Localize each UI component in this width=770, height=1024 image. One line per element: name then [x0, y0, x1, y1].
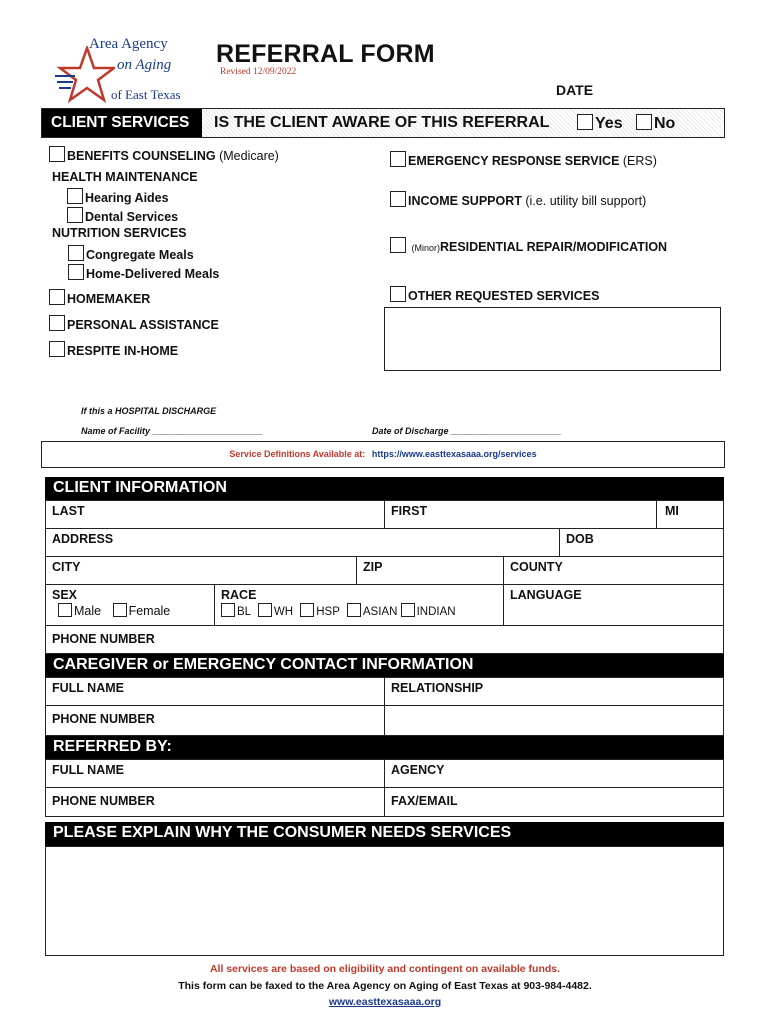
respite-in-home-checkbox[interactable] [49, 341, 65, 357]
relationship-label: RELATIONSHIP [391, 681, 484, 695]
sex-label: SEX [52, 588, 78, 602]
race-wh-checkbox[interactable] [258, 603, 272, 617]
caregiver-phone-label: PHONE NUMBER [52, 712, 155, 726]
county-field[interactable] [503, 556, 724, 585]
facility-name-field[interactable]: Name of Facility ______________________ [81, 426, 263, 436]
county-label: COUNTY [510, 560, 563, 574]
race-hsp-checkbox[interactable] [300, 603, 314, 617]
male-checkbox[interactable] [58, 603, 72, 617]
race-bl-label: BL [237, 606, 251, 618]
residential-repair-option[interactable] [390, 237, 667, 254]
race-indian-label: INDIAN [416, 606, 456, 618]
race-label: RACE [221, 588, 257, 602]
ers-label: EMERGENCY RESPONSE SERVICE [408, 154, 620, 168]
referrer-name-label: FULL NAME [52, 763, 124, 777]
address-field[interactable] [45, 528, 560, 557]
no-label: No [654, 115, 676, 132]
no-checkbox[interactable] [636, 114, 652, 130]
income-support-note: (i.e. utility bill support) [525, 194, 647, 208]
client-phone-label: PHONE NUMBER [52, 632, 155, 646]
homemaker-checkbox[interactable] [49, 289, 65, 305]
dental-services-option[interactable] [67, 207, 178, 224]
fax-email-field[interactable] [384, 787, 724, 817]
service-definitions-box [41, 441, 725, 468]
referrer-phone-label: PHONE NUMBER [52, 794, 155, 808]
income-support-option[interactable] [390, 191, 646, 208]
female-label: Female [128, 604, 171, 618]
revised-date: Revised 12/09/2022 [220, 67, 297, 77]
form-title: REFERRAL FORM [216, 40, 435, 68]
dental-services-checkbox[interactable] [67, 207, 83, 223]
logo-line-3: of East Texas [111, 87, 181, 102]
home-delivered-meals-option[interactable] [68, 264, 219, 281]
race-option-asian[interactable] [347, 606, 398, 618]
hospital-discharge-note: If this a HOSPITAL DISCHARGE [81, 406, 217, 416]
date-label: DATE [556, 82, 594, 98]
referred-by-header: REFERRED BY: [45, 736, 724, 759]
personal-assistance-option[interactable] [49, 315, 219, 332]
middle-initial-field[interactable] [656, 500, 724, 529]
congregate-meals-checkbox[interactable] [68, 245, 84, 261]
client-phone-field[interactable] [45, 625, 724, 654]
fax-email-label: FAX/EMAIL [391, 794, 458, 808]
explain-textbox[interactable] [45, 846, 724, 956]
race-field [214, 584, 504, 626]
last-name-label: LAST [52, 504, 85, 518]
benefits-counseling-checkbox[interactable] [49, 146, 65, 162]
other-services-option[interactable] [390, 286, 599, 303]
hearing-aides-option[interactable] [67, 188, 169, 205]
language-label: LANGUAGE [510, 588, 582, 602]
city-field[interactable] [45, 556, 357, 585]
city-label: CITY [52, 560, 81, 574]
service-definitions-link[interactable]: https://www.easttexasaaa.org/services [371, 449, 537, 459]
zip-field[interactable] [356, 556, 504, 585]
benefits-counseling-option[interactable] [49, 146, 279, 163]
income-support-label: INCOME SUPPORT [408, 194, 522, 208]
health-maintenance-heading: HEALTH MAINTENANCE [52, 170, 198, 184]
referral-awareness-question: IS THE CLIENT AWARE OF THIS REFERRAL [214, 114, 550, 131]
homemaker-label: HOMEMAKER [67, 292, 151, 306]
personal-assistance-checkbox[interactable] [49, 315, 65, 331]
logo-line-1: Area Agency [89, 36, 168, 52]
race-option-hsp[interactable] [300, 606, 339, 618]
client-services-label: CLIENT SERVICES [42, 109, 202, 137]
residential-minor-note: (Minor) [411, 243, 440, 253]
caregiver-name-field[interactable] [45, 677, 385, 706]
race-bl-checkbox[interactable] [221, 603, 235, 617]
race-asian-checkbox[interactable] [347, 603, 361, 617]
dob-label: DOB [566, 532, 594, 546]
agency-logo [55, 28, 205, 106]
female-checkbox[interactable] [113, 603, 127, 617]
ers-checkbox[interactable] [390, 151, 406, 167]
other-services-textbox[interactable] [384, 307, 721, 371]
sex-field [45, 584, 215, 626]
middle-initial-label: MI [665, 504, 679, 518]
address-label: ADDRESS [52, 532, 114, 546]
respite-in-home-option[interactable] [49, 341, 178, 358]
yes-label: Yes [595, 115, 623, 132]
income-support-checkbox[interactable] [390, 191, 406, 207]
last-name-field[interactable] [45, 500, 385, 529]
caregiver-name-label: FULL NAME [52, 681, 124, 695]
male-label: Male [74, 604, 102, 618]
race-option-bl[interactable] [221, 606, 251, 618]
ers-option[interactable] [390, 151, 657, 168]
residential-repair-checkbox[interactable] [390, 237, 406, 253]
caregiver-header: CAREGIVER or EMERGENCY CONTACT INFORMATION [45, 654, 724, 677]
agency-field[interactable] [384, 759, 724, 788]
male-option[interactable] [58, 604, 101, 618]
website-link[interactable]: www.easttexasaaa.org [328, 996, 442, 1008]
yes-checkbox[interactable] [577, 114, 593, 130]
race-hsp-label: HSP [316, 606, 340, 618]
first-name-label: FIRST [391, 504, 428, 518]
eligibility-notice: All services are based on eligibility and contingent on available funds. [209, 963, 561, 975]
fax-notice: This form can be faxed to the Area Agency on Aging of East Texas at 903-984-4482. [178, 980, 592, 992]
caregiver-blank-field[interactable] [384, 705, 724, 736]
discharge-date-field[interactable]: Date of Discharge ______________________ [372, 426, 562, 436]
star-logo-icon [55, 46, 115, 106]
race-option-indian[interactable] [401, 606, 456, 618]
home-delivered-meals-label: Home-Delivered Meals [86, 267, 220, 281]
service-definitions-label: Service Definitions Available at: [229, 449, 366, 459]
race-option-wh[interactable] [258, 606, 293, 618]
residential-repair-label: RESIDENTIAL REPAIR/MODIFICATION [439, 240, 668, 254]
hearing-aides-label: Hearing Aides [85, 191, 169, 205]
homemaker-option[interactable] [49, 289, 150, 306]
client-information-header: CLIENT INFORMATION [45, 477, 724, 500]
relationship-field[interactable] [384, 677, 724, 706]
benefits-counseling-note: (Medicare) [219, 149, 279, 163]
respite-in-home-label: RESPITE IN-HOME [67, 344, 179, 358]
congregate-meals-option[interactable] [68, 245, 194, 262]
personal-assistance-label: PERSONAL ASSISTANCE [67, 318, 219, 332]
awareness-no-option[interactable] [636, 114, 675, 133]
race-asian-label: ASIAN [362, 606, 398, 618]
home-delivered-meals-checkbox[interactable] [68, 264, 84, 280]
explain-header: PLEASE EXPLAIN WHY THE CONSUMER NEEDS SERVICES [45, 822, 724, 846]
race-wh-label: WH [273, 606, 294, 618]
nutrition-services-heading: NUTRITION SERVICES [52, 226, 187, 240]
race-indian-checkbox[interactable] [401, 603, 415, 617]
dental-services-label: Dental Services [85, 210, 179, 224]
zip-label: ZIP [363, 560, 383, 574]
other-services-checkbox[interactable] [390, 286, 406, 302]
awareness-yes-option[interactable] [577, 114, 623, 133]
referrer-name-field[interactable] [45, 759, 385, 788]
congregate-meals-label: Congregate Meals [86, 248, 194, 262]
dob-field[interactable] [559, 528, 724, 557]
female-option[interactable] [113, 604, 171, 618]
referrer-phone-field[interactable] [45, 787, 385, 817]
caregiver-phone-field[interactable] [45, 705, 385, 736]
hearing-aides-checkbox[interactable] [67, 188, 83, 204]
benefits-counseling-label: BENEFITS COUNSELING [67, 149, 216, 163]
agency-label: AGENCY [391, 763, 445, 777]
ers-note: (ERS) [622, 154, 657, 168]
logo-line-2: on Aging [117, 57, 172, 73]
first-name-field[interactable] [384, 500, 657, 529]
other-services-label: OTHER REQUESTED SERVICES [408, 289, 600, 303]
language-field[interactable] [503, 584, 724, 626]
